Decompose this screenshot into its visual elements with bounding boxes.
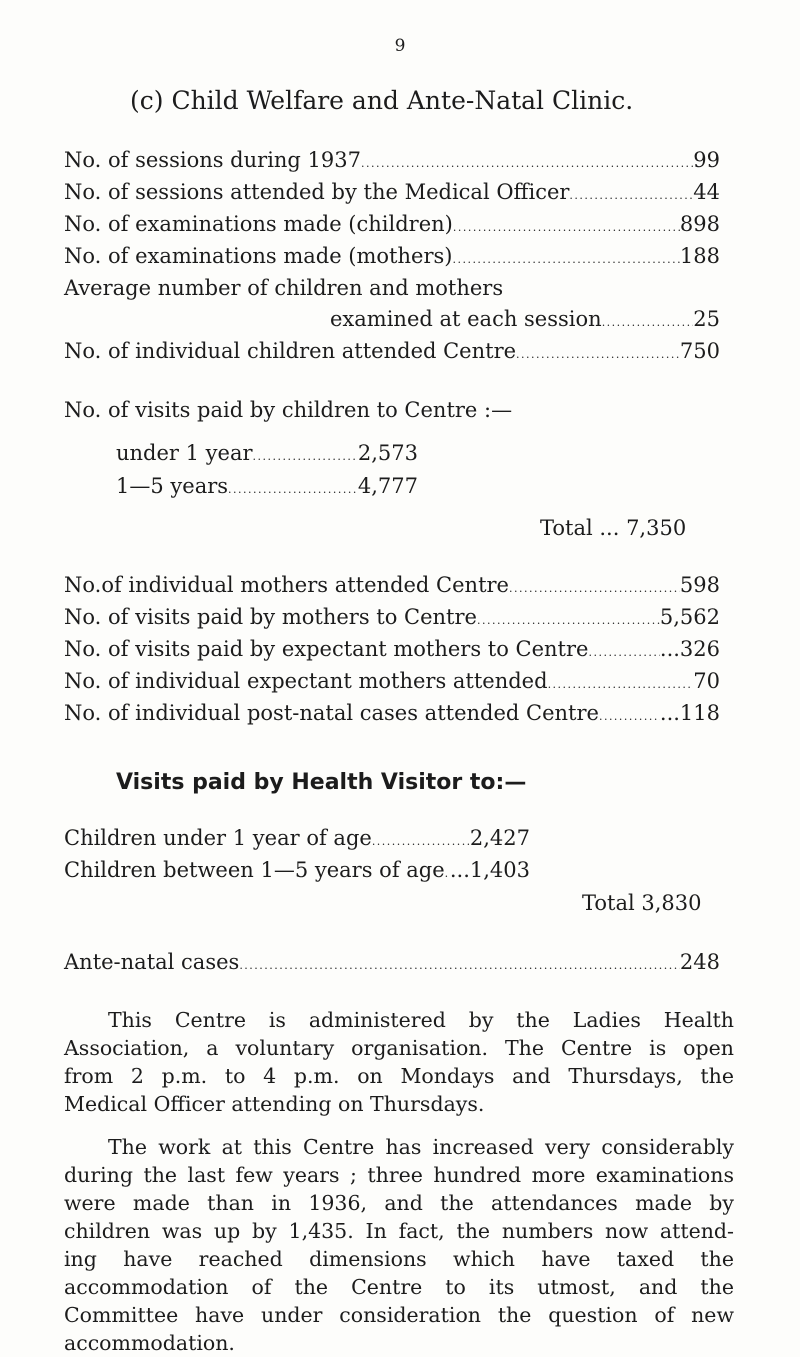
stat-label: No.of individual mothers attended Centre: [64, 573, 509, 597]
stat-label: No. of visits paid by expectant mothers to Centre: [64, 637, 589, 661]
paragraph-line: during the last few years ; three hundred more examinations: [64, 1163, 734, 1187]
stat-value: 44: [693, 180, 720, 204]
stat-label: No. of examinations made (mothers): [64, 244, 453, 268]
stat-row: [64, 339, 720, 363]
stat-value: 25: [693, 307, 720, 331]
stat-row: [64, 148, 720, 172]
stat-row: [64, 950, 720, 974]
paragraph-line: Association, a voluntary organisation. The Centre is open: [64, 1036, 734, 1060]
stat-row: [64, 180, 720, 204]
stat-label: Children between 1—5 years of age: [64, 858, 445, 882]
stat-row: [116, 441, 418, 465]
stat-value: 5,562: [659, 605, 720, 629]
stat-row: [64, 858, 530, 882]
leader-dots: [228, 474, 358, 498]
stat-label: No. of individual expectant mothers attended: [64, 669, 548, 693]
stat-value: 898: [679, 212, 720, 236]
paragraph-line: were made than in 1936, and the attendances made by: [64, 1191, 734, 1215]
paragraph-line: accommodation.: [64, 1331, 235, 1355]
stat-row: [64, 244, 720, 268]
paragraph-line: Committee have under consideration the question of new: [64, 1303, 734, 1327]
leader-dots: [509, 573, 680, 597]
paragraph-line: ing have reached dimensions which have taxed the: [64, 1247, 734, 1271]
paragraph-line: The work at this Centre has increased very considerably: [108, 1135, 734, 1159]
paragraph-line: from 2 p.m. to 4 p.m. on Mondays and Thursdays, the: [64, 1064, 734, 1088]
leader-dots: [239, 950, 680, 974]
stat-value: 2,573: [357, 441, 418, 465]
stat-row: [330, 307, 720, 331]
leader-dots: [599, 701, 660, 725]
leader-dots: [548, 669, 694, 693]
stat-label: examined at each session: [330, 307, 602, 331]
visits-total: Total ... 7,350: [540, 516, 687, 540]
leader-dots: [253, 441, 358, 465]
section-heading: (c) Child Welfare and Ante-Natal Clinic.: [130, 86, 634, 115]
paragraph-administration: [64, 1006, 734, 1118]
stat-label: No. of visits paid by mothers to Centre: [64, 605, 477, 629]
paragraph-line: This Centre is administered by the Ladies Health: [108, 1008, 734, 1032]
stat-label: under 1 year: [116, 441, 253, 465]
stat-value: 4,777: [357, 474, 418, 498]
stat-label: No. of sessions attended by the Medical Officer: [64, 180, 570, 204]
stat-row: [64, 573, 720, 597]
average-label-line1: Average number of children and mothers: [64, 276, 504, 300]
stat-label: No. of individual post-natal cases attended Centre: [64, 701, 599, 725]
health-visitor-total: Total 3,830: [582, 891, 702, 915]
leader-dots: [453, 212, 680, 236]
leader-dots: [569, 180, 693, 204]
stat-label: 1—5 years: [116, 474, 229, 498]
page-number: 9: [394, 36, 406, 56]
stat-value: 188: [679, 244, 720, 268]
stat-row: [64, 669, 720, 693]
leader-dots: [361, 148, 693, 172]
leader-dots: [452, 244, 679, 268]
stat-row: [64, 701, 720, 725]
stat-value: 99: [693, 148, 720, 172]
stat-row: [64, 826, 530, 850]
stat-value: 70: [693, 669, 720, 693]
stat-label: Children under 1 year of age: [64, 826, 372, 850]
stat-row: [64, 605, 720, 629]
stat-label: No. of sessions during 1937: [64, 148, 361, 172]
stat-row: [64, 637, 720, 661]
stat-label: Ante-natal cases: [64, 950, 240, 974]
paragraph-line: accommodation of the Centre to its utmost, and the: [64, 1275, 734, 1299]
stat-label: No. of examinations made (children): [64, 212, 453, 236]
paragraph-line: Medical Officer attending on Thursdays.: [64, 1092, 485, 1116]
health-visitor-heading: Visits paid by Health Visitor to:—: [116, 770, 527, 795]
stat-value: 750: [679, 339, 720, 363]
stat-row: [116, 474, 418, 498]
stat-label: No. of individual children attended Centre: [64, 339, 517, 363]
stat-value: 2,427: [469, 826, 530, 850]
leader-dots: [372, 826, 470, 850]
stat-value: ...326: [659, 637, 720, 661]
leader-dots: [477, 605, 660, 629]
leader-dots: [602, 307, 694, 331]
stat-value: 598: [679, 573, 720, 597]
leader-dots: [588, 637, 659, 661]
paragraph-work-increase: [64, 1133, 734, 1357]
stat-value: ...118: [659, 701, 720, 725]
paragraph-line: children was up by 1,435. In fact, the numbers now attend-: [64, 1219, 734, 1243]
stat-value: ...1,403: [449, 858, 530, 882]
stat-row: [64, 212, 720, 236]
leader-dots: [516, 339, 680, 363]
stat-value: 248: [679, 950, 720, 974]
visits-heading: No. of visits paid by children to Centre :—: [64, 398, 513, 422]
